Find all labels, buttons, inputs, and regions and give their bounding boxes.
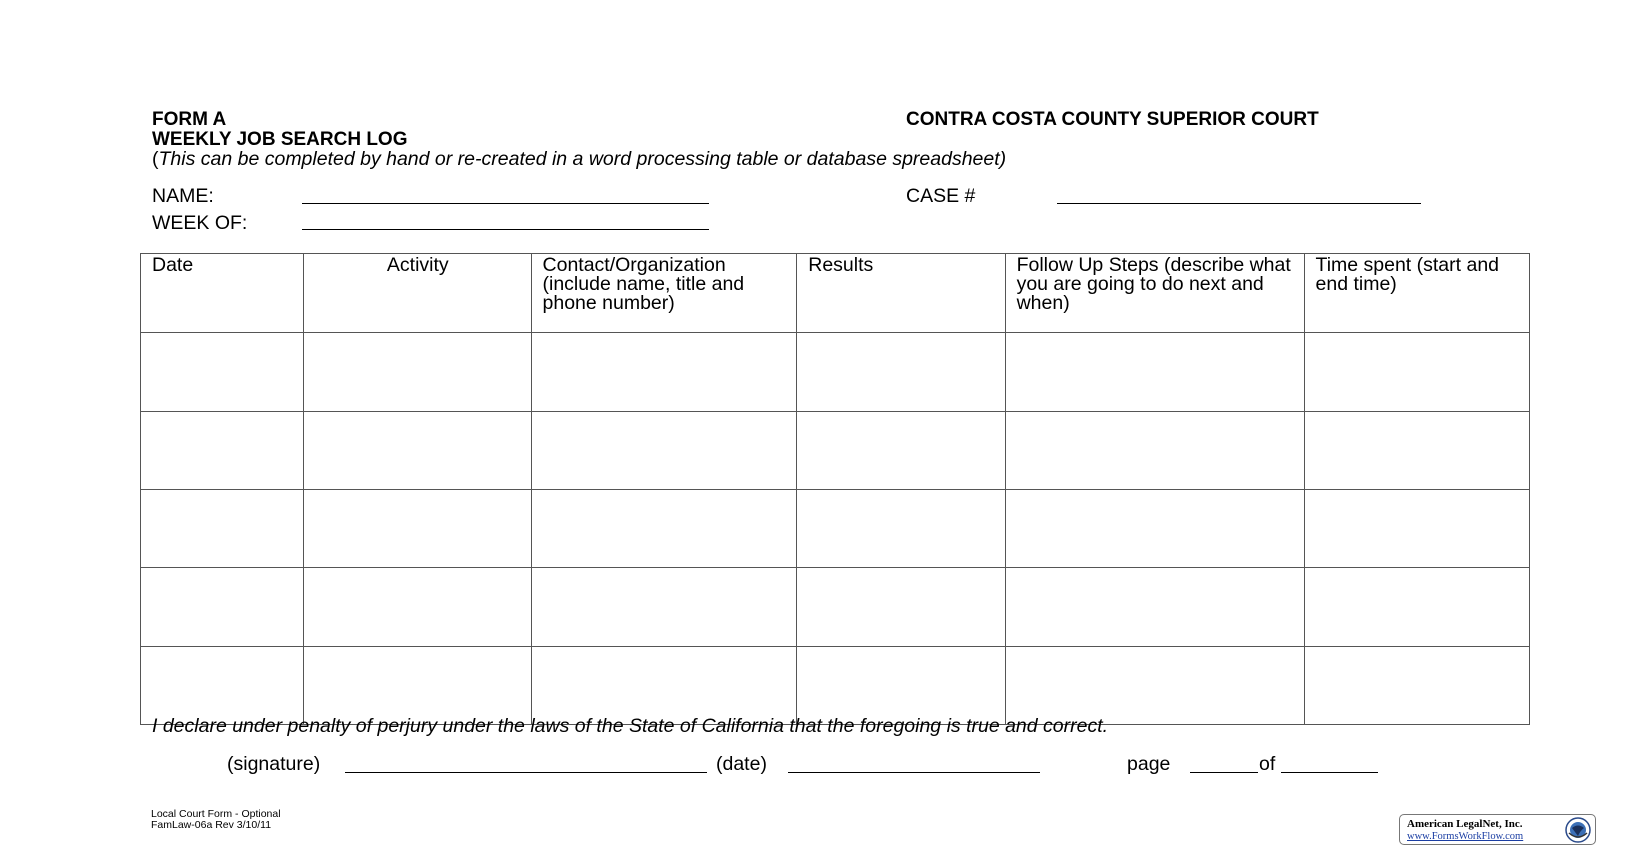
page-label: page xyxy=(1127,753,1171,775)
contact-cell[interactable] xyxy=(531,568,797,646)
activity-cell[interactable] xyxy=(304,333,531,411)
time-spent-cell[interactable] xyxy=(1304,568,1530,646)
american-legalnet-logo xyxy=(1399,814,1596,845)
instructions: (This can be completed by hand or re-created in a word processing table or database spreadsheet) xyxy=(152,148,1007,170)
date-label: (date) xyxy=(716,753,767,775)
column-header-contact: Contact/Organization (include name, title and phone number) xyxy=(531,254,797,333)
table-row xyxy=(141,568,1530,646)
column-header-date: Date xyxy=(141,254,304,333)
logo-url-link[interactable]: www.FormsWorkFlow.com xyxy=(1407,831,1524,842)
follow-up-cell[interactable] xyxy=(1005,333,1304,411)
column-header-follow-up: Follow Up Steps (describe what you are going to do next and when) xyxy=(1005,254,1304,333)
footer-form-type: Local Court Form - Optional xyxy=(151,808,281,820)
week-of-field[interactable] xyxy=(302,229,709,230)
activity-cell[interactable] xyxy=(304,411,531,489)
date-field[interactable] xyxy=(788,772,1040,773)
follow-up-cell[interactable] xyxy=(1005,489,1304,567)
page-total-field[interactable] xyxy=(1281,772,1378,773)
table-row xyxy=(141,333,1530,411)
contact-cell[interactable] xyxy=(531,333,797,411)
case-label: CASE # xyxy=(906,185,976,207)
footer-revision: FamLaw-06a Rev 3/10/11 xyxy=(151,819,272,831)
job-search-log-table xyxy=(140,253,1530,725)
column-header-time-spent: Time spent (start and end time) xyxy=(1304,254,1530,333)
week-of-label: WEEK OF: xyxy=(152,212,248,234)
signature-field[interactable] xyxy=(345,772,707,773)
column-header-results: Results xyxy=(797,254,1005,333)
follow-up-cell[interactable] xyxy=(1005,568,1304,646)
activity-cell[interactable] xyxy=(304,646,531,724)
table-row xyxy=(141,646,1530,724)
table-row xyxy=(141,411,1530,489)
contact-cell[interactable] xyxy=(531,489,797,567)
results-cell[interactable] xyxy=(797,568,1005,646)
time-spent-cell[interactable] xyxy=(1304,333,1530,411)
table-header-row xyxy=(141,254,1530,333)
activity-cell[interactable] xyxy=(304,568,531,646)
results-cell[interactable] xyxy=(797,489,1005,567)
date-cell[interactable] xyxy=(141,646,304,724)
table-row xyxy=(141,489,1530,567)
follow-up-cell[interactable] xyxy=(1005,646,1304,724)
date-cell[interactable] xyxy=(141,411,304,489)
activity-cell[interactable] xyxy=(304,489,531,567)
of-label: of xyxy=(1259,753,1276,775)
contact-cell[interactable] xyxy=(531,411,797,489)
time-spent-cell[interactable] xyxy=(1304,646,1530,724)
column-header-activity: Activity xyxy=(304,254,531,333)
form-title: WEEKLY JOB SEARCH LOG xyxy=(152,129,408,150)
page-number-field[interactable] xyxy=(1190,772,1258,773)
date-cell[interactable] xyxy=(141,333,304,411)
date-cell[interactable] xyxy=(141,489,304,567)
signature-label: (signature) xyxy=(227,753,321,775)
perjury-declaration: I declare under penalty of perjury under the laws of the State of California that the foregoing is true and correct. xyxy=(152,715,1109,737)
court-name: CONTRA COSTA COUNTY SUPERIOR COURT xyxy=(906,109,1319,130)
time-spent-cell[interactable] xyxy=(1304,489,1530,567)
results-cell[interactable] xyxy=(797,333,1005,411)
follow-up-cell[interactable] xyxy=(1005,411,1304,489)
time-spent-cell[interactable] xyxy=(1304,411,1530,489)
name-label: NAME: xyxy=(152,185,214,207)
name-field[interactable] xyxy=(302,203,709,204)
results-cell[interactable] xyxy=(797,411,1005,489)
date-cell[interactable] xyxy=(141,568,304,646)
case-number-field[interactable] xyxy=(1057,203,1421,204)
logo-company-name: American LegalNet, Inc. xyxy=(1407,818,1523,830)
globe-icon xyxy=(1565,817,1591,843)
form-id: FORM A xyxy=(152,109,227,130)
contact-cell[interactable] xyxy=(531,646,797,724)
results-cell[interactable] xyxy=(797,646,1005,724)
